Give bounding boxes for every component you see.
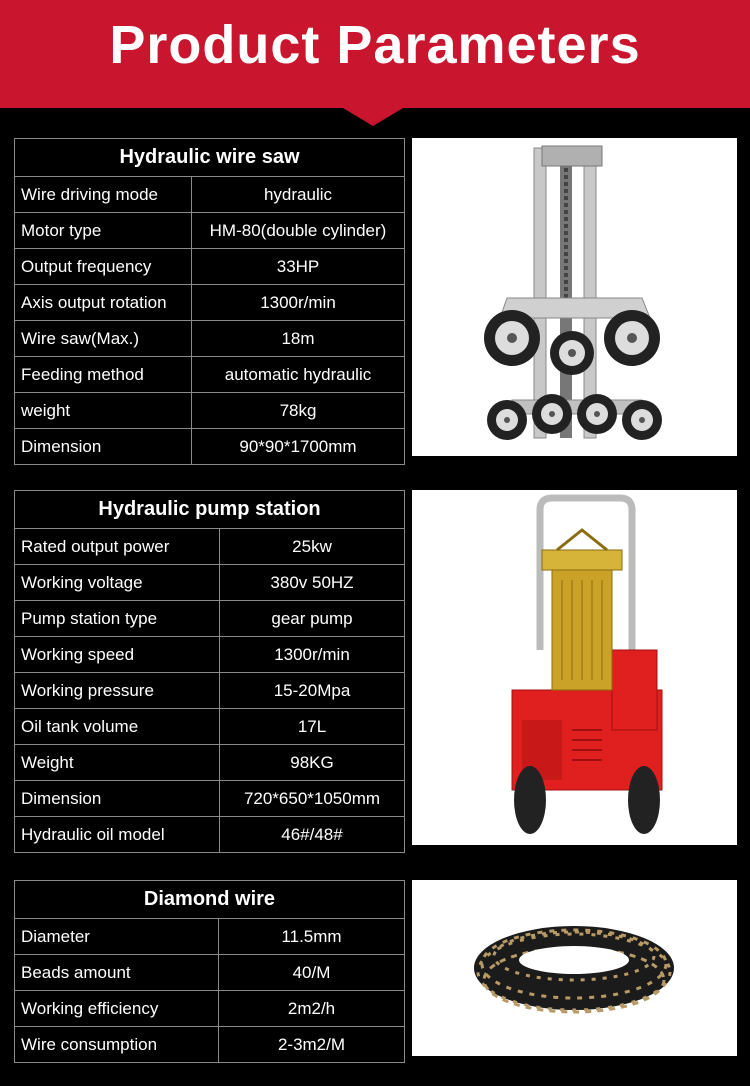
row-value: 11.5mm — [219, 919, 405, 955]
table-row — [15, 429, 405, 465]
row-value: 78kg — [192, 393, 405, 429]
table-row — [15, 991, 405, 1027]
page-title: Product Parameters — [109, 15, 641, 75]
banner-notch — [343, 108, 403, 126]
table-row — [15, 709, 405, 745]
diamond-wire-spec-table — [14, 880, 405, 1063]
row-label: Wire driving mode — [15, 177, 192, 213]
table-title: Diamond wire — [15, 881, 405, 919]
table-row — [15, 285, 405, 321]
row-value: automatic hydraulic — [192, 357, 405, 393]
row-value: 2m2/h — [219, 991, 405, 1027]
pump-station-image — [412, 490, 737, 845]
table-row — [15, 781, 405, 817]
table-row — [15, 745, 405, 781]
row-value: 25kw — [220, 529, 405, 565]
wire-saw-spec-table — [14, 138, 405, 465]
row-value: 2-3m2/M — [219, 1027, 405, 1063]
table-row — [15, 177, 405, 213]
table-row — [15, 249, 405, 285]
table-row — [15, 357, 405, 393]
row-label: Working voltage — [15, 565, 220, 601]
row-value: HM-80(double cylinder) — [192, 213, 405, 249]
row-label: Dimension — [15, 781, 220, 817]
row-label: Output frequency — [15, 249, 192, 285]
row-label: Working pressure — [15, 673, 220, 709]
row-label: Diameter — [15, 919, 219, 955]
row-value: hydraulic — [192, 177, 405, 213]
table-row — [15, 955, 405, 991]
wire-saw-image — [412, 138, 737, 456]
table-row — [15, 817, 405, 853]
row-value: 18m — [192, 321, 405, 357]
table-row — [15, 919, 405, 955]
row-label: Working speed — [15, 637, 220, 673]
row-value: 33HP — [192, 249, 405, 285]
table-row — [15, 637, 405, 673]
row-value: 15-20Mpa — [220, 673, 405, 709]
table-row — [15, 565, 405, 601]
row-label: Weight — [15, 745, 220, 781]
table-title: Hydraulic pump station — [15, 491, 405, 529]
row-label: Rated output power — [15, 529, 220, 565]
table-title: Hydraulic wire saw — [15, 139, 405, 177]
row-label: Hydraulic oil model — [15, 817, 220, 853]
row-label: Feeding method — [15, 357, 192, 393]
row-value: 1300r/min — [192, 285, 405, 321]
table-row — [15, 321, 405, 357]
row-label: Wire saw(Max.) — [15, 321, 192, 357]
table-row — [15, 1027, 405, 1063]
row-label: Working efficiency — [15, 991, 219, 1027]
table-row — [15, 673, 405, 709]
row-value: 17L — [220, 709, 405, 745]
row-value: 720*650*1050mm — [220, 781, 405, 817]
row-value: 90*90*1700mm — [192, 429, 405, 465]
table-row — [15, 601, 405, 637]
pump-station-spec-table — [14, 490, 405, 853]
table-row — [15, 213, 405, 249]
table-row — [15, 529, 405, 565]
row-label: Axis output rotation — [15, 285, 192, 321]
row-value: gear pump — [220, 601, 405, 637]
row-label: Wire consumption — [15, 1027, 219, 1063]
row-value: 1300r/min — [220, 637, 405, 673]
row-label: Pump station type — [15, 601, 220, 637]
row-label: Dimension — [15, 429, 192, 465]
row-label: weight — [15, 393, 192, 429]
row-value: 40/M — [219, 955, 405, 991]
row-value: 46#/48# — [220, 817, 405, 853]
diamond-wire-image — [412, 880, 737, 1056]
header-banner — [0, 0, 750, 108]
row-value: 98KG — [220, 745, 405, 781]
table-row — [15, 393, 405, 429]
row-label: Beads amount — [15, 955, 219, 991]
row-label: Motor type — [15, 213, 192, 249]
row-value: 380v 50HZ — [220, 565, 405, 601]
row-label: Oil tank volume — [15, 709, 220, 745]
wheel-upper-left — [484, 310, 540, 366]
